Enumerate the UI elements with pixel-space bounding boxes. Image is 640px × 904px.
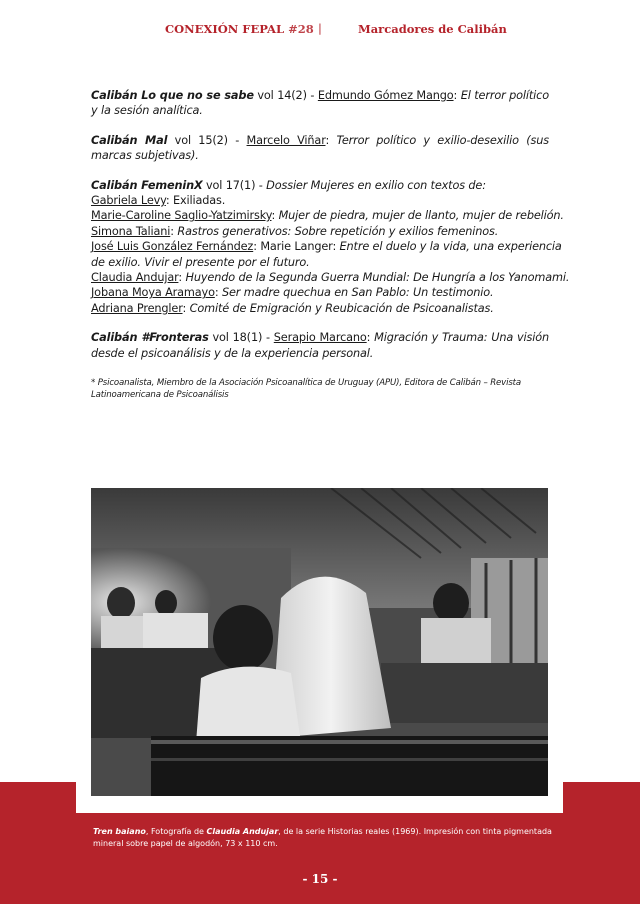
list-item: Marie-Caroline Saglio-Yatzimirsky: Mujer de piedra, mujer de llanto, mujer de rebelión. xyxy=(91,209,564,223)
author-link[interactable]: Marie-Caroline Saglio-Yatzimirsky xyxy=(91,209,272,223)
entry-mal: Calibán Mal vol 15(2) - Marcelo Viñar: Terror político y exilio-desexilio (sus marcas subjetivas). xyxy=(91,133,549,163)
author-link[interactable]: José Luis González Fernández xyxy=(91,240,254,254)
author-link[interactable]: Gabriela Levy xyxy=(91,194,166,208)
author-link[interactable]: Serapio Marcano xyxy=(273,331,367,345)
photograph-train xyxy=(91,488,548,796)
list-item: Gabriela Levy: Exiliadas. xyxy=(91,194,226,208)
author-link[interactable]: Claudia Andujar xyxy=(91,271,179,285)
article-body xyxy=(91,88,570,410)
entry-lo-que-no-se-sabe: Calibán Lo que no se sabe vol 14(2) - Edmundo Gómez Mango: El terror político y la sesión analítica. xyxy=(91,89,549,118)
author-link[interactable]: Edmundo Gómez Mango xyxy=(317,89,454,102)
list-item: Claudia Andujar: Huyendo de la Segunda Guerra Mundial: De Hungría a los Yanomami. xyxy=(91,271,570,285)
photo-caption: Tren baiano, Fotografía de Claudia Andujar, de la serie Historias reales (1969). Impresión con tinta pigmentada mineral sobre papel de algodón, 73 x 110 cm. xyxy=(93,827,552,848)
list-item-continuation: de exilio. Vivir el presente por el futuro. xyxy=(91,255,310,269)
author-link[interactable]: Adriana Prengler xyxy=(91,301,183,315)
header-separator: | xyxy=(318,21,322,35)
list-item: Adriana Prengler: Comité de Emigración y Reubicación de Psicoanalistas. xyxy=(91,301,494,315)
author-link[interactable]: Jobana Moya Aramayo xyxy=(91,286,215,300)
header-journal: CONEXIÓN FEPAL #28 xyxy=(165,22,314,36)
list-item: Simona Taliani: Rastros generativos: Sobre repetición y exilios femeninos. xyxy=(91,224,499,238)
author-link[interactable]: Simona Taliani xyxy=(91,224,171,238)
page-number: - 15 - xyxy=(302,872,338,886)
list-item: Jobana Moya Aramayo: Ser madre quechua en San Pablo: Un testimonio. xyxy=(91,286,494,300)
header-section-title: Marcadores de Calibán xyxy=(358,22,507,36)
page-header xyxy=(0,22,640,42)
entry-femeninx: Calibán FemeninX vol 17(1) - Dossier Mujeres en exilio con textos de: Gabriela Levy: Exiliadas. Marie-Caroline Saglio-Yatzimirsky: Mujer de piedra, mujer de llanto, mujer de rebelión. Simona Taliani: Rastros generativos: Sobre repetición y exilios femeninos. José Luis González Fernández: Marie Langer: Entre el duelo y la vida, una experiencia de exilio. Vivir el presente por el futuro. Claudia Andujar: Huyendo de la Segunda Guerra Mundial: De Hungría a los Yanomami. Jobana Moya Aramayo: Ser madre quechua en San Pablo: Un testimonio. Adriana Prengler: Comité de Emigración y Reubicación de Psicoanalistas. xyxy=(91,178,570,315)
entry-fronteras: Calibán #Fronteras vol 18(1) - Serapio Marcano: Migración y Trauma: Una visión desde el psicoanálisis y de la experiencia personal. xyxy=(91,331,549,360)
author-link[interactable]: Marcelo Viñar xyxy=(246,133,326,147)
list-item: José Luis González Fernández: Marie Langer: Entre el duelo y la vida, una experiencia xyxy=(91,240,562,254)
author-footnote: * Psicoanalista, Miembro de la Asociación Psicoanalítica de Uruguay (APU), Editora de Calibán – Revista Latinoamericana de Psicoanálisis xyxy=(91,378,522,401)
